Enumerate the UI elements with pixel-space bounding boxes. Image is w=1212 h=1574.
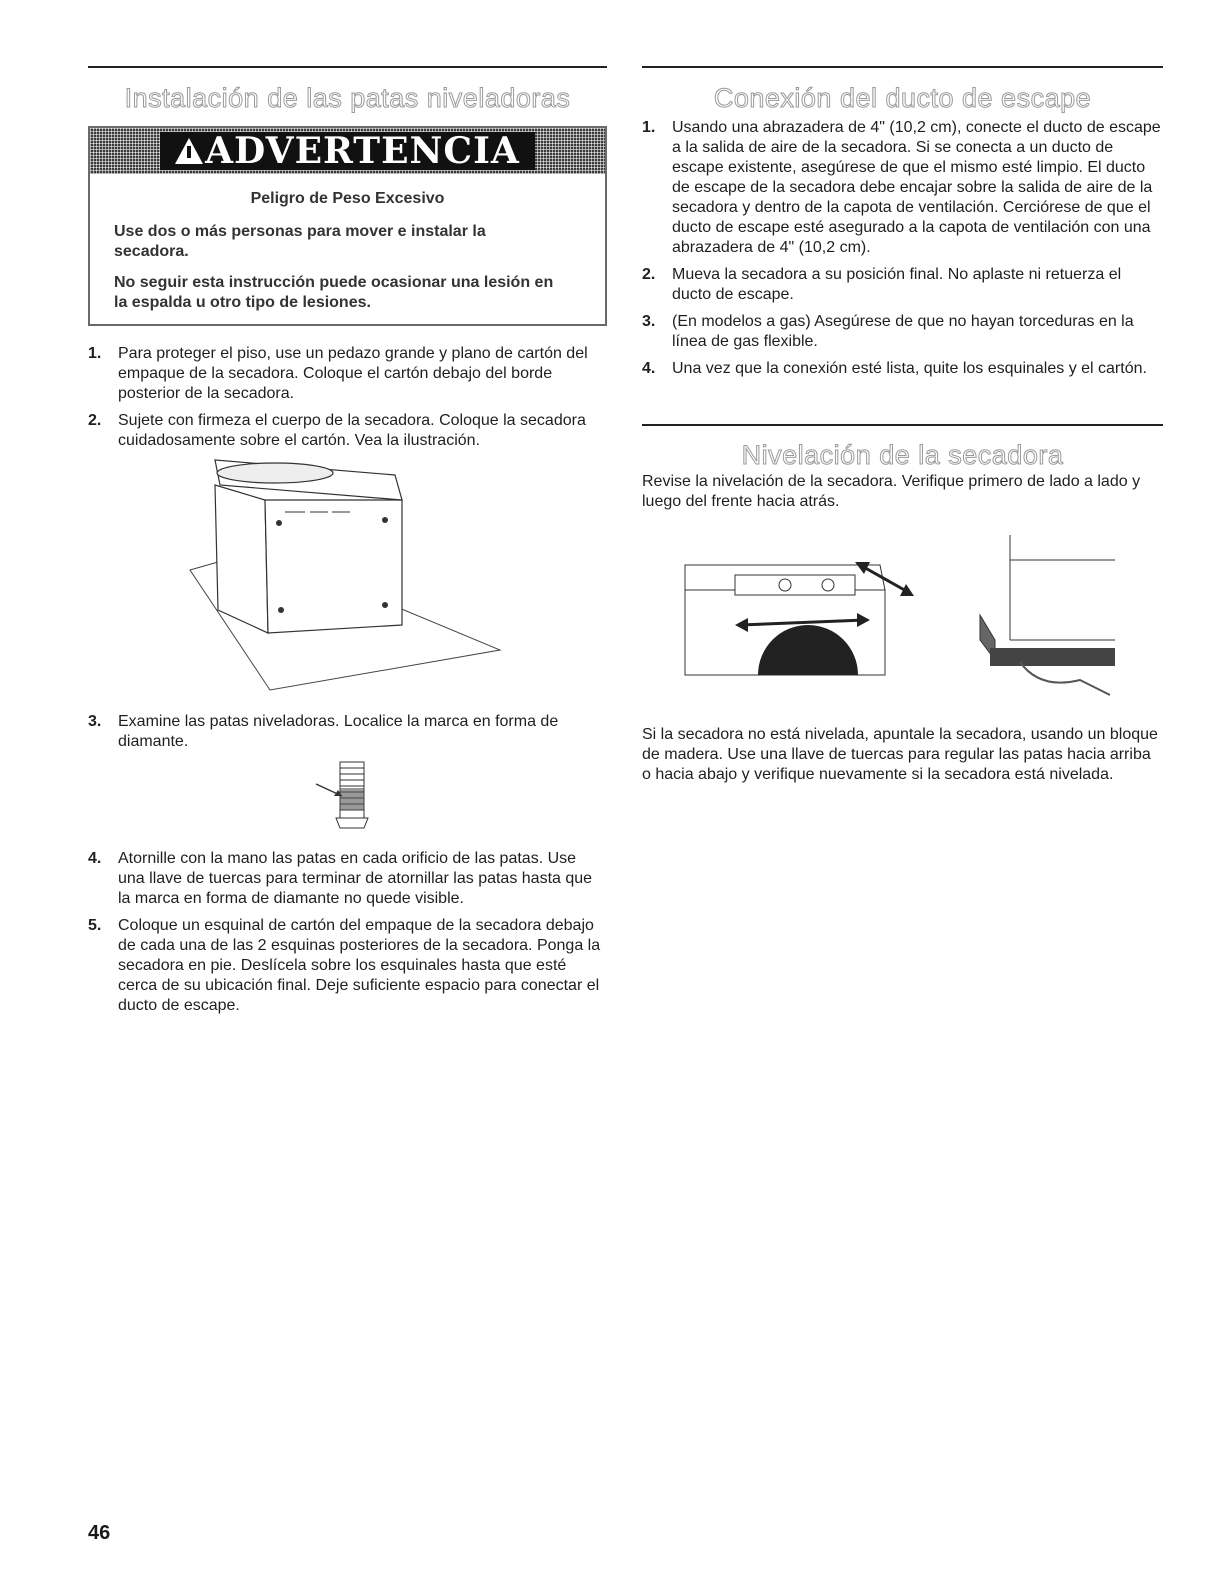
warning-line-2: No seguir esta instrucción puede ocasionar una lesión en la espalda u otro tipo de lesiones. xyxy=(114,274,554,311)
list-item: 2. Mueva la secadora a su posición final. No aplaste ni retuerza el ducto de escape. xyxy=(642,266,1122,303)
warning-triangle-icon xyxy=(175,138,203,164)
leveling-intro: Revise la nivelación de la secadora. Verifique primero de lado a lado y luego del frente hacia atrás. xyxy=(642,473,1141,510)
list-item: 1. Usando una abrazadera de 4" (10,2 cm), conecte el ducto de escape a la salida de aire de la secadora. Si se conecta a un ducto de escape existente, asegúrese de que el mismo esté limpio. El ducto de escape de la secadora debe encajar sobre la salida de aire de la secadora y dentro de la capota de ventilación. Cerciórese de que el ducto de escape esté asegurado a la capota de ventilación con una abrazadera de 4" (10,2 cm). xyxy=(642,119,1161,256)
warning-hazard: Peligro de Peso Excesivo xyxy=(250,190,445,207)
list-item: 1. Para proteger el piso, use un pedazo grande y plano de cartón del empaque de la secadora. Coloque el cartón debajo del borde posterior de la secadora. xyxy=(88,345,588,402)
warning-box xyxy=(88,126,607,326)
right-top-rule xyxy=(642,66,1163,68)
steps-list-b xyxy=(88,712,604,759)
section-title-leveling-legs: Instalación de las patas niveladoras xyxy=(124,83,571,113)
right-middle-rule xyxy=(642,424,1163,426)
leveling-outro: Si la secadora no está nivelada, apuntale la secadora, usando un bloque de madera. Use una llave de tuercas para regular las patas hacia arriba o hacia abajo y verifique nuevamente si la secadora está nivelada. xyxy=(642,726,1158,783)
list-item: 3. Examine las patas niveladoras. Localice la marca en forma de diamante. xyxy=(88,713,559,750)
list-item: 4. Atornille con la mano las patas en cada orificio de las patas. Use una llave de tuercas para terminar de atornillar las patas hasta que la marca en forma de diamante no quede visible. xyxy=(88,850,593,907)
steps-list-duct xyxy=(642,118,1162,386)
leveling-check-illustration xyxy=(680,530,1120,710)
left-top-rule xyxy=(88,66,607,68)
steps-list-a xyxy=(88,344,604,458)
dryer-on-cardboard-illustration xyxy=(180,455,510,700)
warning-line-1: Use dos o más personas para mover e instalar la secadora. xyxy=(114,223,486,260)
section-title-dryer-leveling: Nivelación de la secadora xyxy=(741,440,1064,470)
leveling-leg-illustration xyxy=(310,758,380,838)
list-item: 3. (En modelos a gas) Asegúrese de que no hayan torceduras en la línea de gas flexible. xyxy=(642,313,1134,350)
steps-list-c xyxy=(88,849,604,1023)
warning-label: ADVERTENCIA xyxy=(160,132,535,170)
list-item: 2. Sujete con firmeza el cuerpo de la secadora. Coloque la secadora cuidadosamente sobre el cartón. Vea la ilustración. xyxy=(88,412,586,449)
page-number: 46 xyxy=(88,1522,111,1544)
list-item: 4. Una vez que la conexión esté lista, quite los esquinales y el cartón. xyxy=(642,360,1147,377)
list-item: 5. Coloque un esquinal de cartón del empaque de la secadora debajo de cada una de las 2 esquinas posteriores de la secadora. Ponga la secadora en pie. Deslícela sobre los esquinales hasta que esté cerca de su ubicación final. Deje suficiente espacio para conectar el ducto de escape. xyxy=(88,917,601,1014)
warning-banner xyxy=(90,128,605,174)
section-title-exhaust-duct: Conexión del ducto de escape xyxy=(713,83,1092,113)
